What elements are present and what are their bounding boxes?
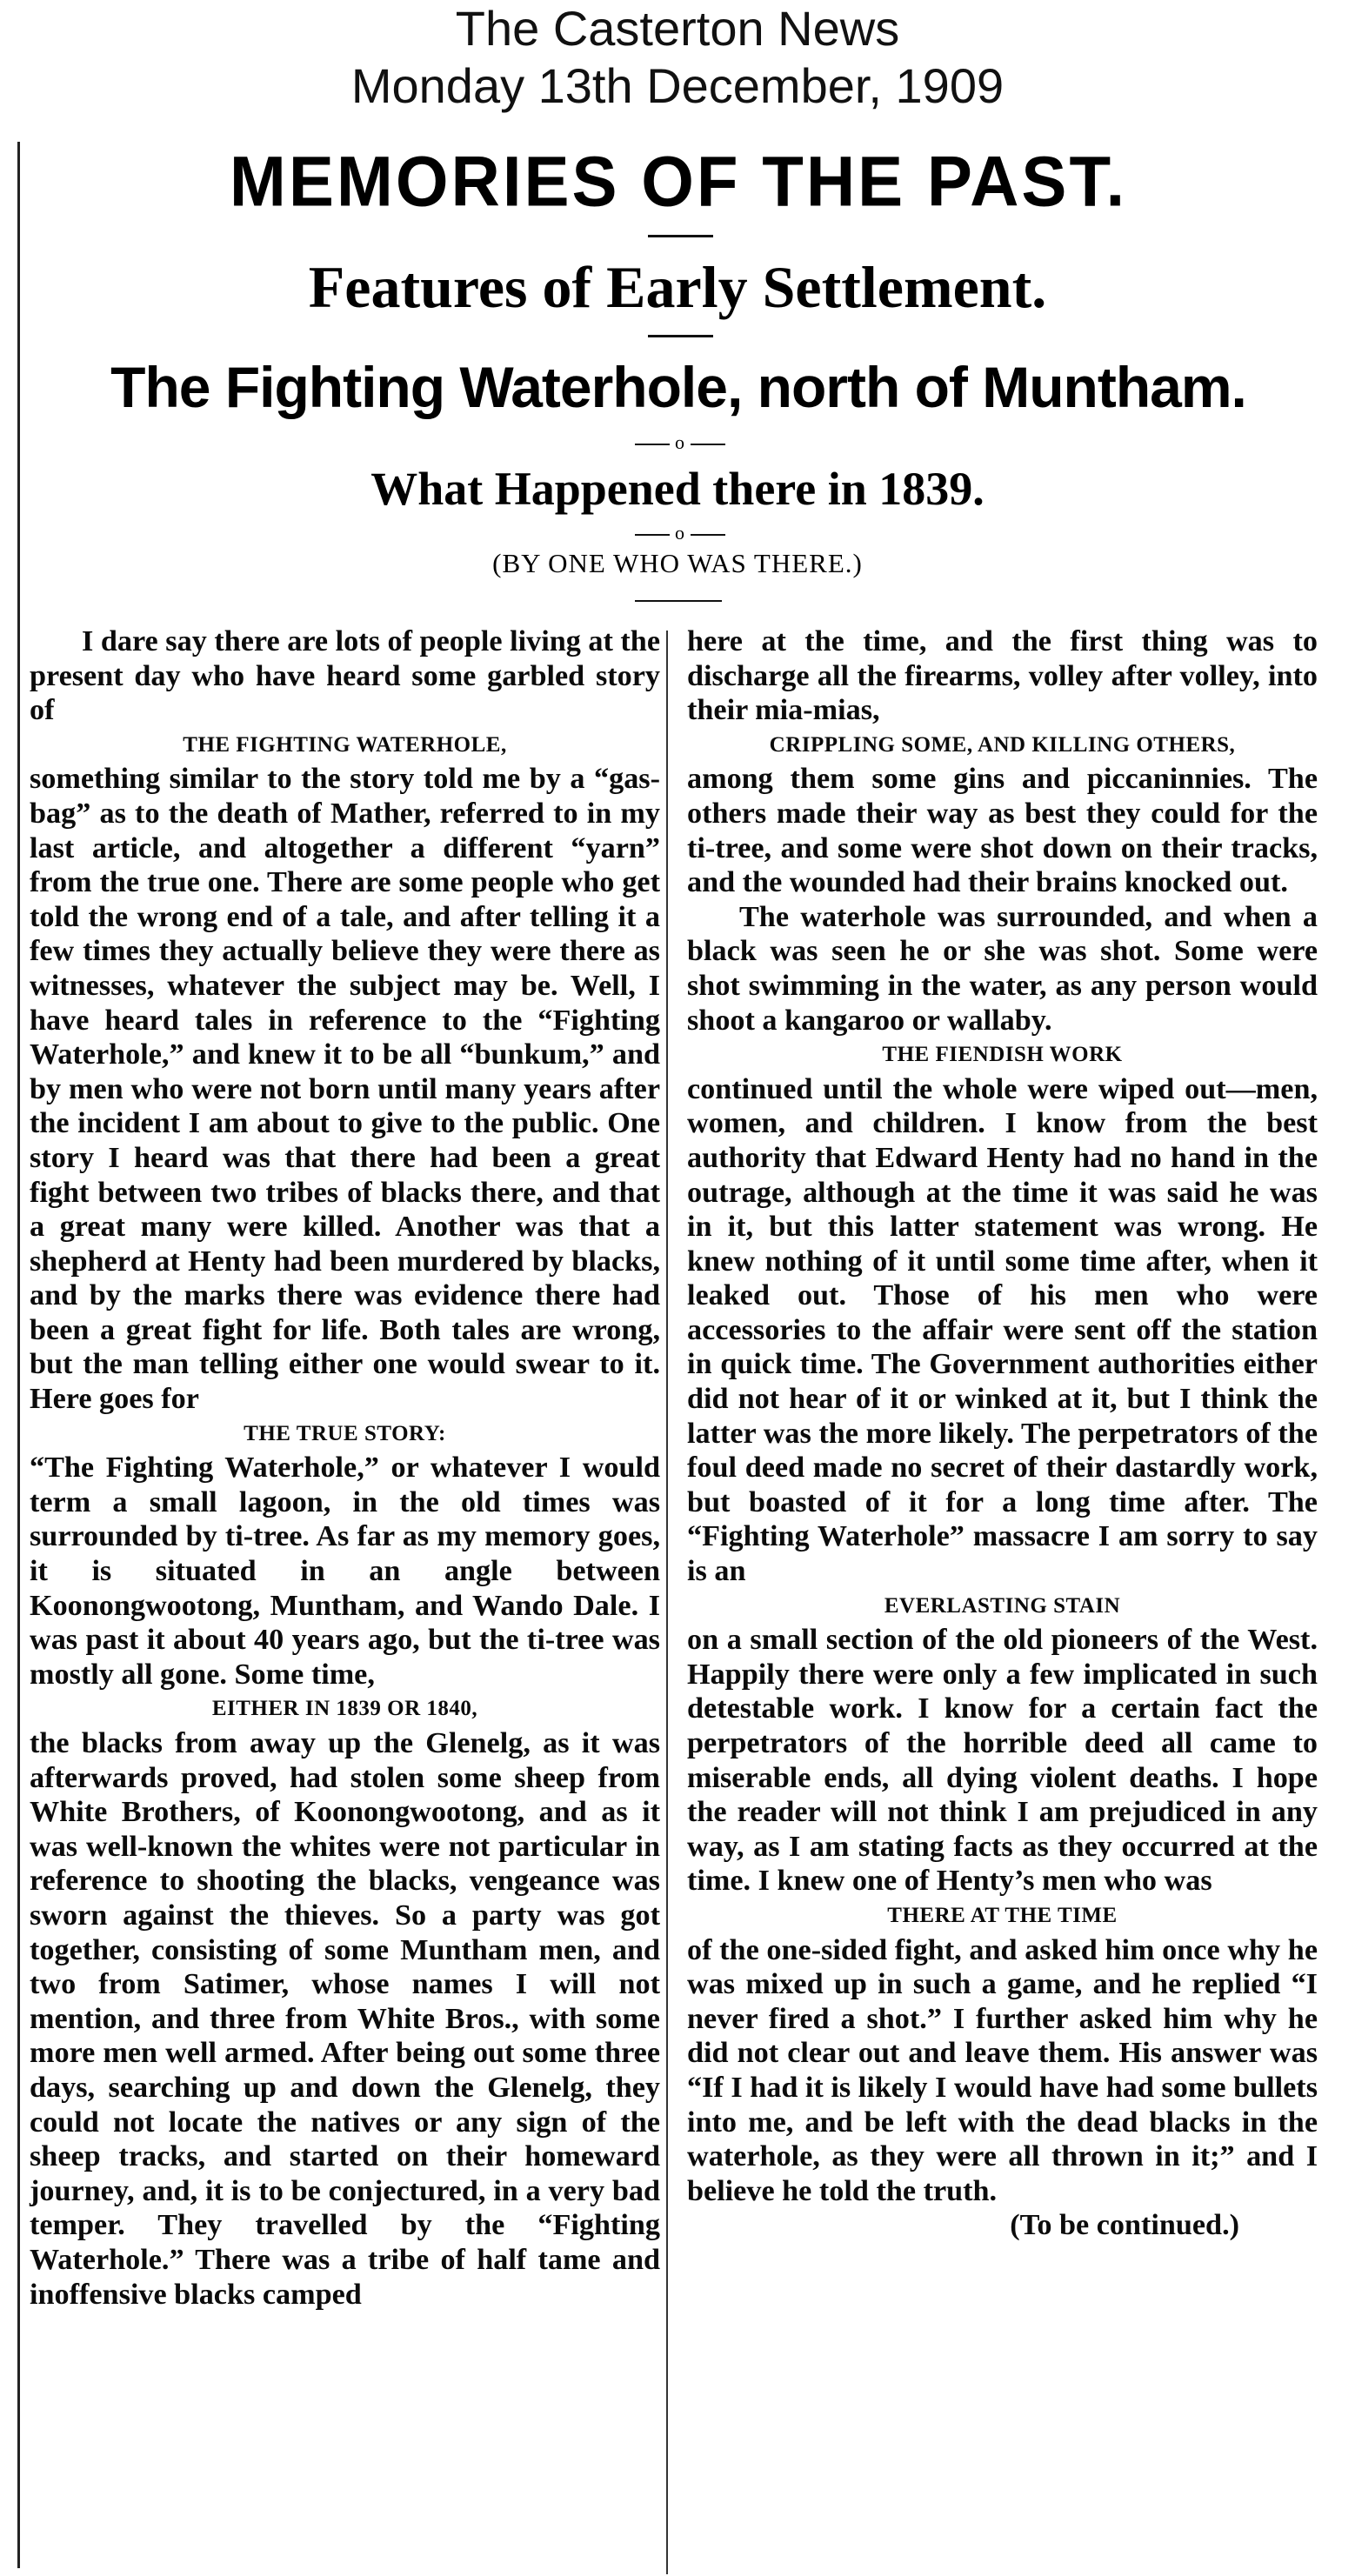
headline-main: MEMORIES OF THE PAST. [229,140,1128,222]
divider-rule [691,444,725,445]
headline-event: What Happened there in 1839. [370,463,985,515]
divider-rule [648,335,713,337]
byline: (BY ONE WHO WAS THERE.) [492,548,863,578]
crosshead: EITHER IN 1839 OR 1840, [211,1697,478,1721]
paper-name: The Casterton News [455,1,900,56]
headline-location: The Fighting Waterhole, north of Muntham. [110,355,1246,419]
crosshead: THE TRUE STORY: [244,1421,446,1445]
divider-rule [635,600,722,602]
divider-rule [635,534,670,536]
crosshead: CRIPPLING SOME, AND KILLING OTHERS, [769,732,1236,757]
newspaper-title [0,0,1355,115]
paragraph: something similar to the story told me by a “gas-bag” as to the death of Mather, referred to in my last article, and altogether a different “yarn” from the true one. There are some people who get told the wrong end of a tale, and after telling it a few times they actually believe they were there as witnesses, whatever the subject may be. Well, I have heard tales in reference to the “Fighting Waterhole,” and knew it to be all “bunkum,” and by men who were not born until many years after the incident I am about to give to the public. One story I heard was that there had been a great fight between two tribes of blacks there, and that a great many were killed. Another was that a shepherd at Henty had been murdered by blacks, and by the marks there was evidence there had been a great fight for life. Both tales are wrong, but the man telling either one would swear to it. Here goes for [30,763,660,1416]
paragraph: “The Fighting Waterhole,” or whatever I would term a small lagoon, in the old times was surrounded by ti-tree. As far as my memory goes, it is situated in an angle between Koonongwootong, Muntham, and Wando Dale. I was past it about 40 years ago, but the ti-tree was mostly all gone. Some time, [30,1452,660,1691]
paragraph: The waterhole was surrounded, and when a black was seen he or she was shot. Some were shot swimming in the water, as any person would shoot a kangaroo or wallaby. [687,900,1318,1037]
crosshead: THE FIENDISH WORK [882,1043,1123,1067]
ornament: o [675,522,684,544]
divider-rule [648,235,713,237]
column-divider [666,631,668,2574]
paragraph: I dare say there are lots of people living at the present day who have heard some garbled story of [30,625,660,727]
paragraph: continued until the whole were wiped out—men, women, and children. I know from the best authority that Edward Henty had no hand in the outrage, although at the time it was said he was in it, but this latter statement was wrong. He knew nothing of it until some time after, when it leaked out. Those of his men who were accessories to the affair were sent off the station in quick time. The Government authorities either did not hear of it or winked at it, but I think the latter was the more likely. The perpetrators of the foul deed made no secret of their dastardly work, but boasted of it for a long time after. The “Fighting Waterhole” massacre I am sorry to say is an [687,1072,1318,1588]
paragraph: the blacks from away up the Glenelg, as it was afterwards proved, had stolen some sheep from White Brothers, of Koonongwootong, and as it was well-known the whites were not particular in reference to shooting the blacks, vengeance was sworn against the thieves. So a party was got together, consisting of some Muntham men, and two from Satimer, whose names I will not mention, and three from White Bros., with some more men well armed. After being out some three days, searching up and down the Glenelg, they could not locate the natives or any sign of the sheep tracks, and started on their homeward journey, and, it is to be conjectured, in a very bad temper. They travelled by the “Fighting Waterhole.” There was a tribe of half tame and inoffensive blacks camped [30,1727,660,2311]
article-column-right [687,624,1318,2243]
paragraph: on a small section of the old pioneers of the West. Happily there were only a few implicated in such detestable work. I know for a certain fact the perpetrators of the horrible deed all came to miserable ends, all dying violent deaths. I hope the reader will not think I am prejudiced in any way, as I am stating facts as they occurred at the time. I knew one of Henty’s men who was [687,1624,1318,1898]
crosshead: THERE AT THE TIME [887,1903,1118,1927]
paragraph: here at the time, and the first thing was to discharge all the firearms, volley after volley, into their mia-mias, [687,625,1318,727]
paragraph: among them some gins and piccaninnies. The others made their way as best they could for the ti-tree, and some were shot down on their tracks, and the wounded had their brains knocked out. [687,763,1318,899]
headline-subtitle: Features of Early Settlement. [308,254,1047,320]
crosshead: EVERLASTING STAIN [884,1593,1121,1618]
continued-note: (To be continued.) [1010,2209,1239,2242]
ornament: o [675,431,684,453]
divider-rule [635,444,670,445]
divider-rule [691,534,725,536]
article-column-left [30,624,660,2312]
issue-date: Monday 13th December, 1909 [350,58,1005,113]
crosshead: THE FIGHTING WATERHOLE, [183,732,507,757]
paragraph: of the one-sided fight, and asked him once why he was mixed up in such a game, and he replied “I never fired a shot.” I further asked him why he did not clear out and leave them. His answer was “If I had it is likely I would have had some bullets into me, and be left with the dead blacks in the waterhole, as they were all thrown in it;” and I believe he told the truth. [687,1933,1318,2207]
